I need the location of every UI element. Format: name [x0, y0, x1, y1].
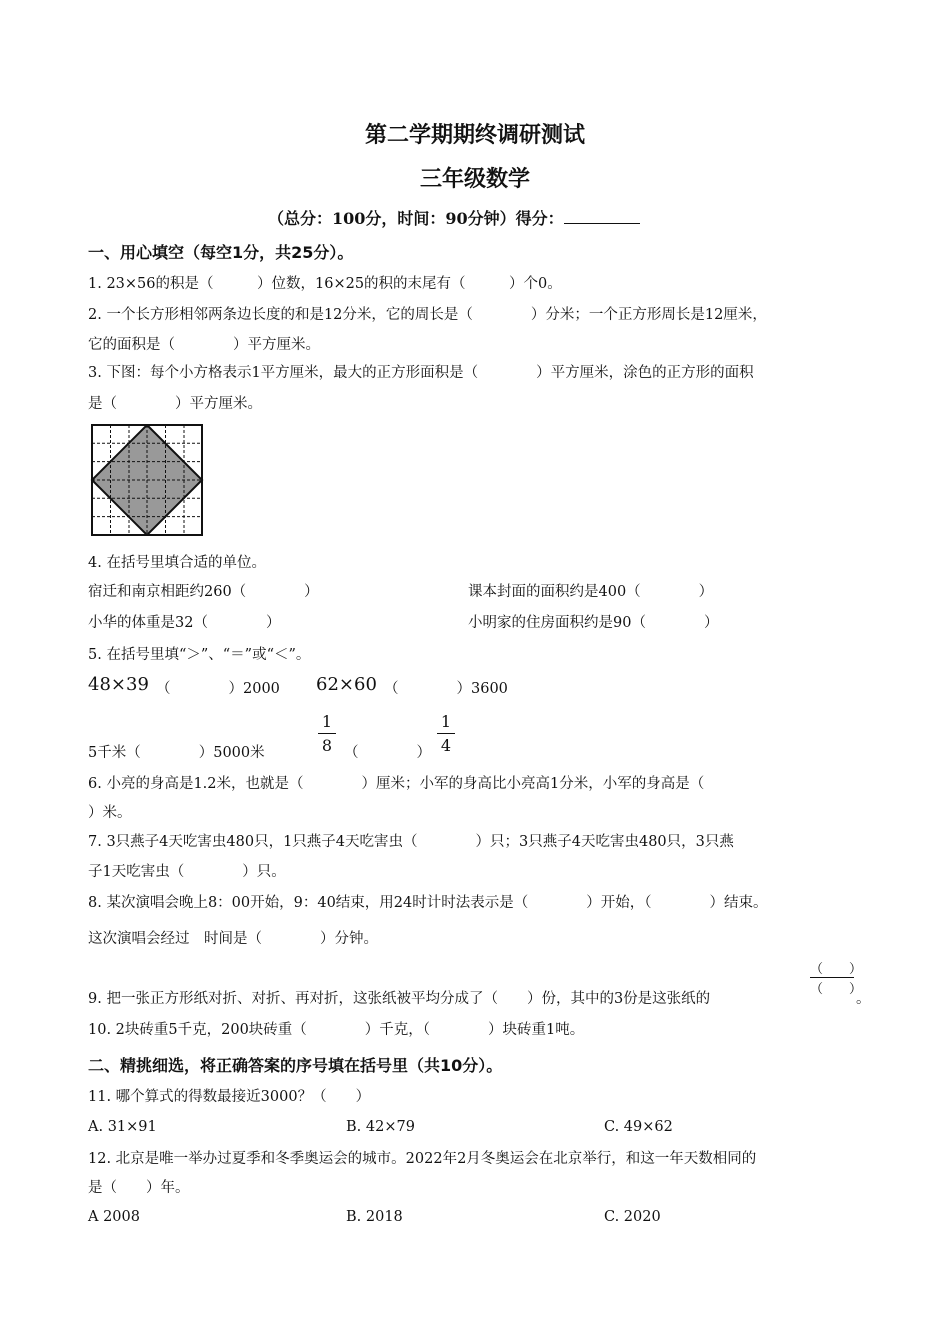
question-2-line1: 2. 一个长方形相邻两条边长度的和是12分米，它的周长是（ ）分米；一个正方形周长是12厘米， [88, 307, 767, 323]
question-4-item-1: 宿迁和南京相距约260（ ） [88, 584, 319, 600]
score-blank[interactable] [564, 207, 640, 224]
q11-option-c[interactable]: C. 49×62 [604, 1119, 673, 1135]
question-6-line1: 6. 小亮的身高是1.2米，也就是（ ）厘米；小军的身高比小亮高1分米，小军的身高是（ [88, 776, 705, 792]
question-12-line2: 是（ ）年。 [88, 1180, 190, 1196]
square-grid-figure [90, 424, 204, 536]
section1-heading: 一、用心填空（每空1分，共25分）。 [88, 243, 354, 262]
question-4-item-4: 小明家的住房面积约是90（ ） [468, 615, 719, 631]
q5-compare-2: （ ）3600 [384, 681, 508, 697]
page-subtitle: 三年级数学 [419, 167, 530, 192]
question-11: 11. 哪个算式的得数最接近3000？（ ） [88, 1089, 371, 1105]
question-8-line1: 8. 某次演唱会晚上8：00开始，9：40结束，用24时计时法表示是（ ）开始，（ ）结束。 [88, 895, 768, 911]
question-10: 10. 2块砖重5千克，200块砖重（ ）千克，（ ）块砖重1吨。 [88, 1022, 585, 1038]
question-4-item-2: 课本封面的面积约是400（ ） [468, 584, 714, 600]
q9-fraction [810, 958, 863, 997]
q11-option-a[interactable]: A. 31×91 [88, 1119, 157, 1135]
question-4-item-3: 小华的体重是32（ ） [88, 615, 281, 631]
q5-compare-1: （ ）2000 [156, 681, 280, 697]
q11-option-b[interactable]: B. 42×79 [346, 1119, 415, 1135]
question-7-line1: 7. 3只燕子4天吃害虫480只，1只燕子4天吃害虫（ ）只；3只燕子4天吃害虫480只，3只燕 [88, 834, 734, 850]
fraction-bar [318, 733, 336, 734]
section2-heading: 二、精挑细选，将正确答案的序号填在括号里（共10分）。 [88, 1056, 503, 1075]
q5-fraction-a-den: 8 [321, 736, 333, 755]
question-7-line2: 子1天吃害虫（ ）只。 [88, 864, 286, 880]
question-1: 1. 23×56的积是（ ）位数，16×25的积的末尾有（ ）个0。 [88, 276, 562, 292]
q5-expr-1: 48×39 [88, 674, 149, 695]
q5-fraction-b-den: 4 [440, 736, 452, 755]
question-9-end: 。 [856, 991, 871, 1007]
exam-meta-text: （总分：100分，时间：90分钟）得分： [268, 209, 564, 228]
q12-option-b[interactable]: B. 2018 [346, 1209, 403, 1225]
q5-fraction-b-num: 1 [440, 712, 452, 731]
question-2-line2: 它的面积是（ ）平方厘米。 [88, 337, 320, 353]
page-title: 第二学期期终调研测试 [364, 123, 585, 148]
question-3-line1: 3. 下图：每个小方格表示1平方厘米，最大的正方形面积是（ ）平方厘米，涂色的正方形的面积 [88, 365, 754, 381]
q5-compare-3: 5千米（ ）5000米 [88, 745, 265, 761]
q12-option-c[interactable]: C. 2020 [604, 1209, 661, 1225]
question-8-line2: 这次演唱会经过 时间是（ ）分钟。 [88, 931, 378, 947]
question-5-head: 5. 在括号里填“＞”、“＝”或“＜”。 [88, 647, 311, 663]
question-12-line1: 12. 北京是唯一举办过夏季和冬季奥运会的城市。2022年2月冬奥运会在北京举行，和这一年天数相同的 [88, 1151, 757, 1167]
q5-fraction-b [437, 712, 455, 755]
q5-fraction-a [318, 712, 336, 755]
q5-compare-4-paren: （ ） [344, 745, 431, 761]
exam-meta [268, 206, 640, 229]
question-4-head: 4. 在括号里填合适的单位。 [88, 555, 266, 571]
question-3-line2: 是（ ）平方厘米。 [88, 396, 262, 412]
q5-fraction-a-num: 1 [321, 712, 333, 731]
question-9: 9. 把一张正方形纸对折、对折、再对折，这张纸被平均分成了（ ）份，其中的3份是这张纸的 [88, 991, 711, 1007]
fraction-bar [437, 733, 455, 734]
q5-expr-2: 62×60 [316, 674, 377, 695]
q9-fraction-num: （ ） [810, 962, 863, 977]
q12-option-a[interactable]: A 2008 [88, 1209, 140, 1225]
q9-fraction-den: （ ） [810, 982, 863, 997]
question-6-line2: ）米。 [88, 805, 132, 821]
